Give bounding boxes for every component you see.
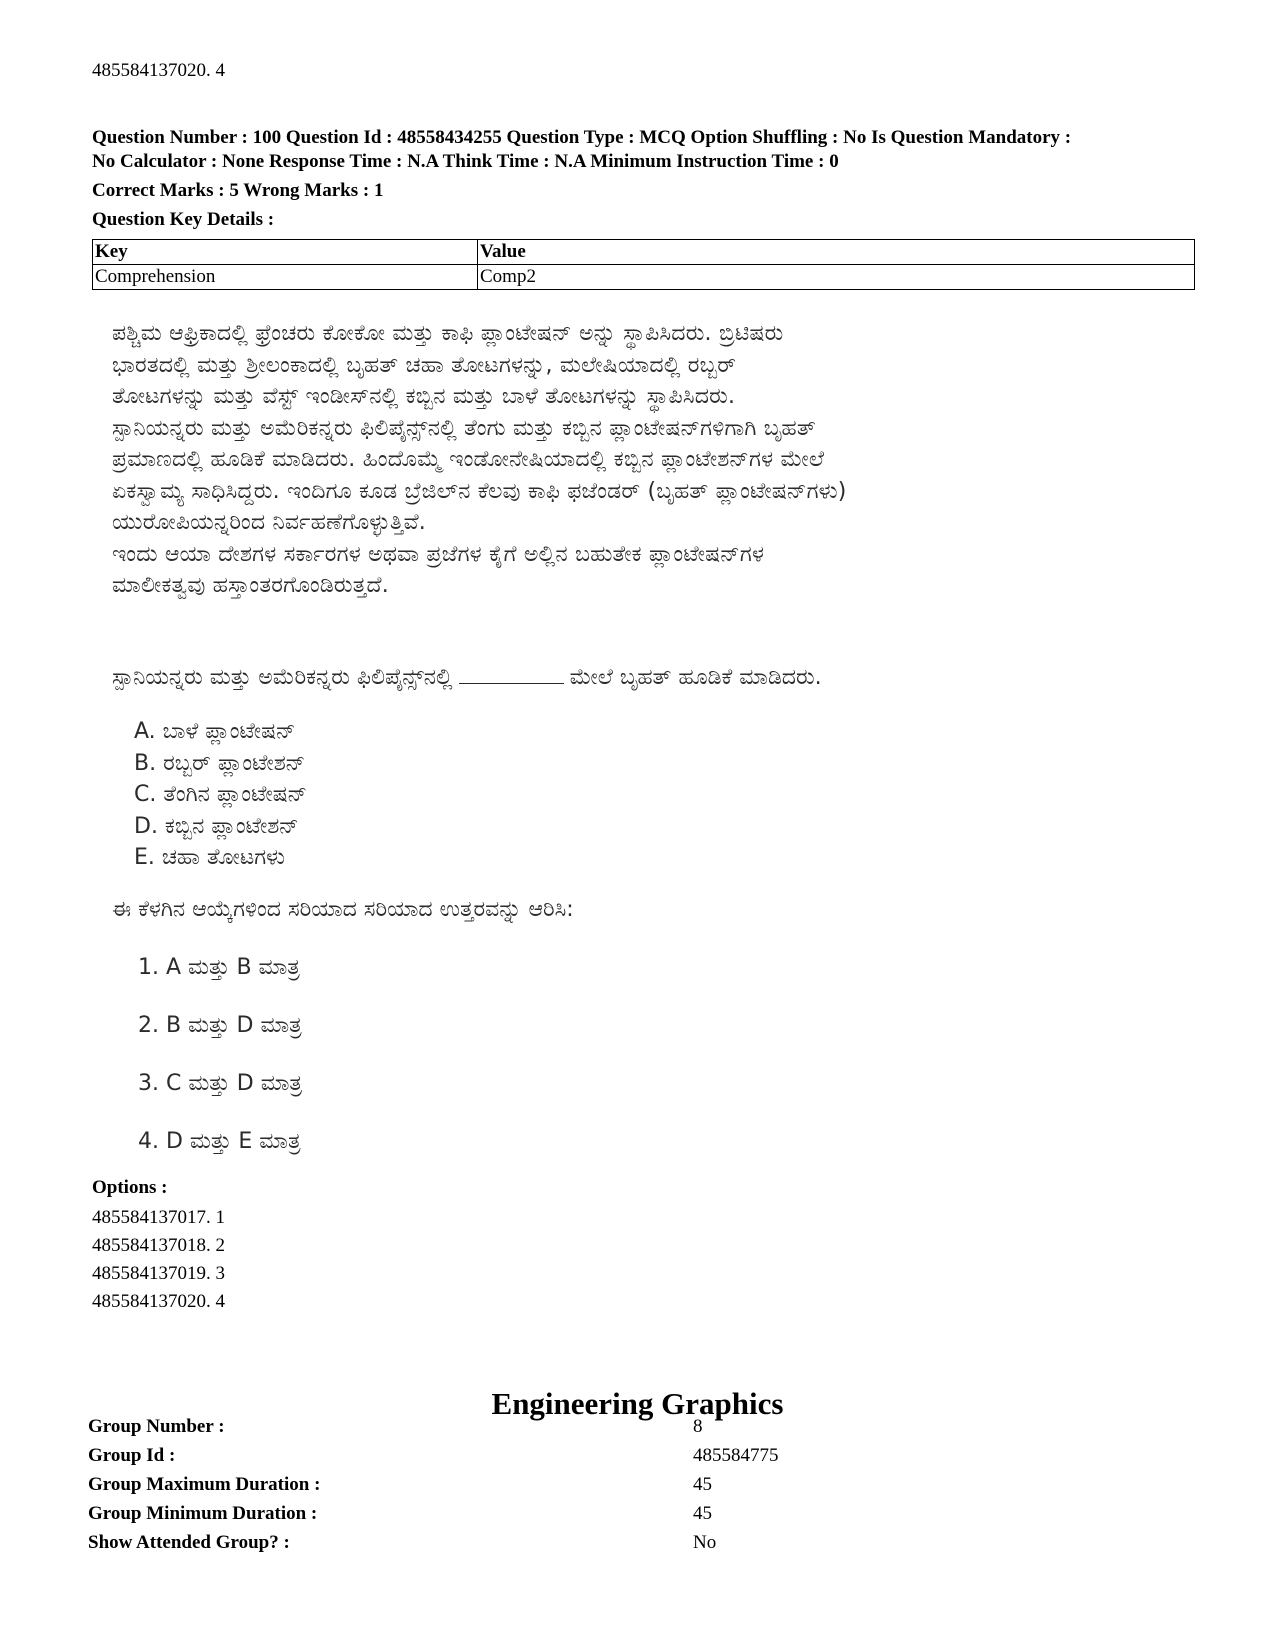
answer-choices [138, 955, 302, 1187]
answer-choice: 4. D ಮತ್ತು E ಮಾತ್ರ [138, 1129, 301, 1154]
passage-line: ಇಂದು ಆಯಾ ದೇಶಗಳ ಸರ್ಕಾರಗಳ ಅಥವಾ ಪ್ರಜೆಗಳ ಕೈಗೆ ಅಲ್ಲಿನ ಬಹುತೇಕ ಪ್ಲಾಂಟೇಷನ್‌ಗಳ [112, 541, 765, 567]
item-list [134, 716, 307, 874]
passage-line: ಮಾಲೀಕತ್ವವು ಹಸ್ತಾಂತರಗೊಂಡಿರುತ್ತದೆ. [112, 573, 389, 598]
option-item: 485584137017. 1 [92, 1207, 225, 1228]
marks-line: Correct Marks : 5 Wrong Marks : 1 [92, 180, 384, 201]
table-header-row [93, 240, 1195, 265]
answer-choice: 2. B ಮತ್ತು D ಮಾತ್ರ [138, 1013, 302, 1038]
group-id-value: 485584775 [693, 1445, 779, 1466]
section-title: Engineering Graphics [491, 1386, 784, 1421]
choose-instruction: ಈ ಕೆಳಗಿನ ಆಯ್ಕೆಗಳಿಂದ ಸರಿಯಾದ ಸರಿಯಾದ ಉತ್ತರವನ್ನು ಆರಿಸಿ: [112, 897, 574, 922]
group-max-duration-label: Group Maximum Duration : [88, 1474, 321, 1495]
passage-line: ತೋಟಗಳನ್ನು ಮತ್ತು ವೆಸ್ಟ್ ಇಂಡೀಸ್‌ನಲ್ಲಿ ಕಬ್ಬಿನ ಮತ್ತು ಬಾಳೆ ತೋಟಗಳನ್ನು ಸ್ಥಾಪಿಸಿದರು. [112, 384, 736, 409]
passage-line: ಏಕಸ್ವಾಮ್ಯ ಸಾಧಿಸಿದ್ದರು. ಇಂದಿಗೂ ಕೂಡ ಬ್ರೆಜಿಲ್‌ನ ಕೆಲವು ಕಾಫಿ ಫಜೆಂಡರ್ (ಬೃಹತ್ ಪ್ಲಾಂಟೇಷನ್‌ಗಳು) [112, 478, 847, 504]
key-details-table [92, 239, 1195, 290]
group-max-duration-value: 45 [693, 1474, 712, 1495]
comprehension-passage [112, 318, 1192, 602]
passage-line: ಸ್ಪಾನಿಯನ್ನರು ಮತ್ತು ಅಮೆರಿಕನ್ನರು ಫಿಲಿಪೈನ್ಸ್‌ನಲ್ಲಿ ತೆಂಗು ಮತ್ತು ಕಬ್ಬಿನ ಪ್ಲಾಂಟೇಷನ್‌ಗಳಿಗಾಗಿ ಬೃಹತ್ [112, 415, 816, 441]
passage-line: ಯುರೋಪಿಯನ್ನರಿಂದ ನಿರ್ವಹಣೆಗೊಳ್ಳುತ್ತಿವೆ. [112, 510, 426, 535]
group-number-value: 8 [693, 1416, 703, 1437]
show-attended-group-value: No [693, 1532, 717, 1553]
passage-line: ಭಾರತದಲ್ಲಿ ಮತ್ತು ಶ್ರೀಲಂಕಾದಲ್ಲಿ ಬೃಹತ್ ಚಹಾ ತೋಟಗಳನ್ನು, ಮಲೇಷಿಯಾದಲ್ಲಿ ರಬ್ಬರ್ [112, 352, 737, 378]
list-item: B. ರಬ್ಬರ್ ಪ್ಲಾಂಟೇಶನ್ [134, 750, 306, 776]
group-number-label: Group Number : [88, 1416, 225, 1437]
group-min-duration-value: 45 [693, 1503, 712, 1524]
option-item: 485584137018. 2 [92, 1235, 225, 1256]
options-label: Options : [92, 1177, 168, 1198]
table-header-key: Key [93, 240, 478, 265]
passage-line: ಪಶ್ಚಿಮ ಆಫ್ರಿಕಾದಲ್ಲಿ ಫ್ರೆಂಚರು ಕೋಕೋ ಮತ್ತು ಕಾಫಿ ಪ್ಲಾಂಟೇಷನ್ ಅನ್ನು ಸ್ಥಾಪಿಸಿದರು. ಬ್ರಿಟಿಷರು [112, 321, 784, 346]
question-meta-line-1: Question Number : 100 Question Id : 48558434255 Question Type : MCQ Option Shuffling : No Is Question Mandatory : [92, 127, 1072, 148]
answer-blank [459, 683, 564, 684]
answer-choice: 1. A ಮತ್ತು B ಮಾತ್ರ [138, 955, 300, 980]
fill-in-question [112, 665, 822, 690]
group-id-label: Group Id : [88, 1445, 176, 1466]
list-item: C. ತೆಂಗಿನ ಪ್ಲಾಂಟೇಷನ್ [134, 782, 308, 807]
table-cell-key: Comprehension [93, 265, 478, 290]
passage-line: ಪ್ರಮಾಣದಲ್ಲಿ ಹೂಡಿಕೆ ಮಾಡಿದರು. ಹಿಂದೊಮ್ಮೆ ಇಂಡೋನೇಷಿಯಾದಲ್ಲಿ ಕಬ್ಬಿನ ಪ್ಲಾಂಟೇಶನ್‌ಗಳ ಮೇಲೆ [112, 447, 825, 472]
list-item: A. ಬಾಳೆ ಪ್ಲಾಂಟೇಷನ್ [134, 719, 296, 744]
option-item: 485584137019. 3 [92, 1263, 225, 1284]
table-header-value: Value [478, 240, 1195, 265]
table-cell-value: Comp2 [478, 265, 1195, 290]
question-text-after: ಮೇಲೆ ಬೃಹತ್ ಹೂಡಿಕೆ ಮಾಡಿದರು. [569, 665, 822, 690]
options-list [92, 1204, 225, 1316]
question-text-before: ಸ್ಪಾನಿಯನ್ನರು ಮತ್ತು ಅಮೆರಿಕನ್ನರು ಫಿಲಿಪೈನ್ಸ್‌ನಲ್ಲಿ [112, 665, 453, 690]
question-meta-line-2: No Calculator : None Response Time : N.A Think Time : N.A Minimum Instruction Time : 0 [92, 151, 839, 172]
answer-choice: 3. C ಮತ್ತು D ಮಾತ್ರ [138, 1071, 302, 1096]
show-attended-group-label: Show Attended Group? : [88, 1532, 290, 1553]
table-row [93, 265, 1195, 290]
list-item: D. ಕಬ್ಬಿನ ಪ್ಲಾಂಟೇಶನ್ [134, 813, 299, 839]
group-min-duration-label: Group Minimum Duration : [88, 1503, 318, 1524]
list-item: E. ಚಹಾ ತೋಟಗಳು [134, 845, 286, 870]
option-item: 485584137020. 4 [92, 1291, 225, 1312]
question-meta [92, 126, 1202, 174]
key-details-label: Question Key Details : [92, 209, 275, 230]
previous-option-line: 485584137020. 4 [92, 60, 225, 81]
